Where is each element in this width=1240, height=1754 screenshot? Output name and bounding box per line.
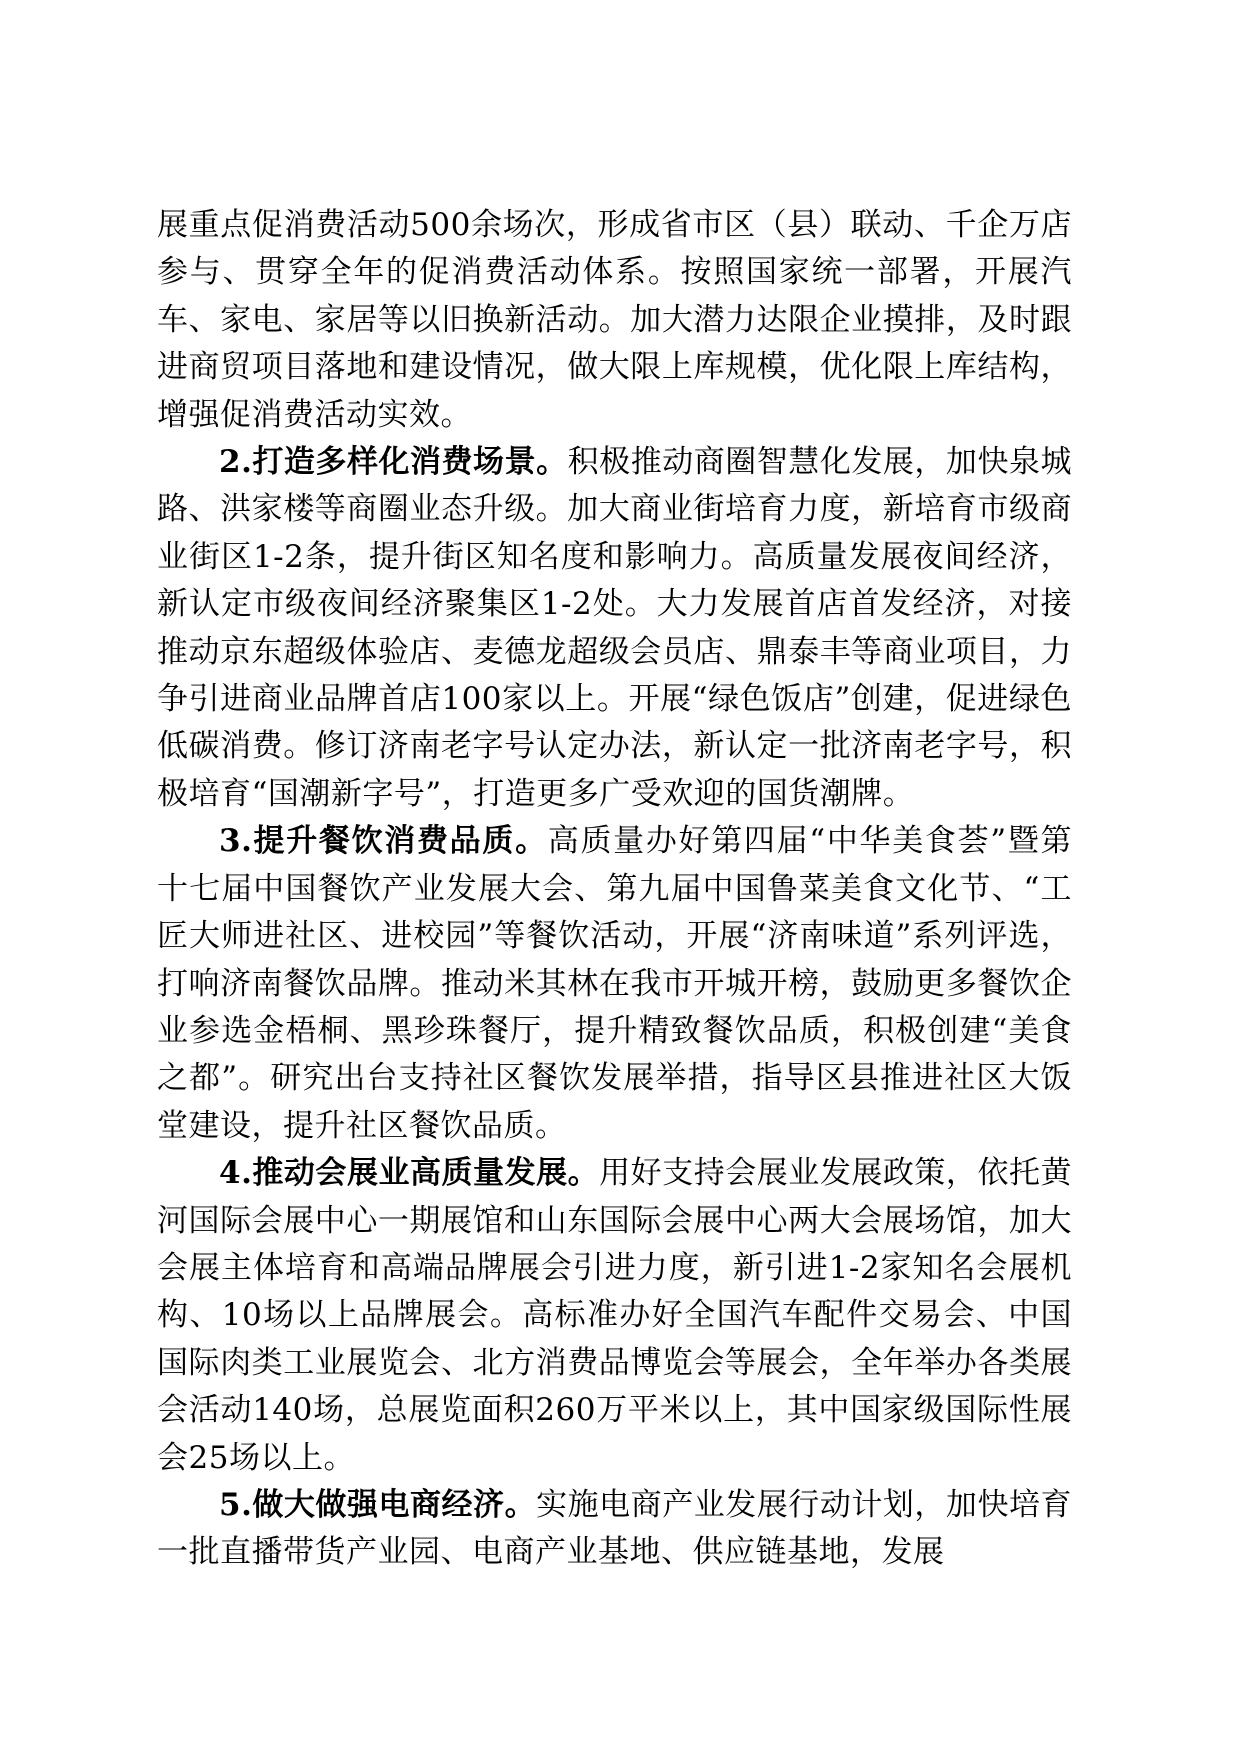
paragraph-heading: 2.打造多样化消费场景。 (219, 444, 568, 481)
paragraph-catering-quality (157, 818, 1072, 1150)
paragraph-ecommerce (157, 1482, 1072, 1577)
paragraph-heading: 3.提升餐饮消费品质。 (219, 823, 548, 860)
paragraph-text: 高质量办好第四届“中华美食荟”暨第十七届中国餐饮产业发展大会、第九届中国鲁菜美食文化节、“工匠大师进社区、进校园”等餐饮活动，开展“济南味道”系列评选，打响济南餐饮品牌。推动米其林在我市开城开榜，鼓励更多餐饮企业参选金梧桐、黑珍珠餐厅，提升精致餐饮品质，积极创建“美食之都”。研究出台支持社区餐饮发展举措，指导区县推进社区大饭堂建设，提升社区餐饮品质。 (157, 823, 1072, 1144)
paragraph-continuation (157, 202, 1072, 439)
paragraph-text: 实施电商产业发展行动计划，加快培育一批直播带货产业园、电商产业基地、供应链基地，发展 (157, 1486, 1072, 1571)
paragraph-text: 展重点促消费活动500余场次，形成省市区（县）联动、千企万店参与、贯穿全年的促消费活动体系。按照国家统一部署，开展汽车、家电、家居等以旧换新活动。加大潜力达限企业摸排，及时跟进商贸项目落地和建设情况，做大限上库规模，优化限上库结构，增强促消费活动实效。 (157, 207, 1072, 433)
paragraph-heading: 4.推动会展业高质量发展。 (219, 1155, 600, 1192)
paragraph-exhibition-industry (157, 1150, 1072, 1482)
paragraph-consumption-scenes (157, 439, 1072, 818)
paragraph-text: 积极推动商圈智慧化发展，加快泉城路、洪家楼等商圈业态升级。加大商业街培育力度，新培育市级商业街区1-2条，提升街区知名度和影响力。高质量发展夜间经济，新认定市级夜间经济聚集区1-2处。大力发展首店首发经济，对接推动京东超级体验店、麦德龙超级会员店、鼎泰丰等商业项目，力争引进商业品牌首店100家以上。开展“绿色饭店”创建，促进绿色低碳消费。修订济南老字号认定办法，新认定一批济南老字号，积极培育“国潮新字号”，打造更多广受欢迎的国货潮牌。 (157, 444, 1072, 812)
document-body (157, 202, 1072, 1577)
paragraph-heading: 5.做大做强电商经济。 (219, 1486, 537, 1523)
paragraph-text: 用好支持会展业发展政策，依托黄河国际会展中心一期展馆和山东国际会展中心两大会展场馆，加大会展主体培育和高端品牌展会引进力度，新引进1-2家知名会展机构、10场以上品牌展会。高标准办好全国汽车配件交易会、中国国际肉类工业展览会、北方消费品博览会等展会，全年举办各类展会活动140场，总展览面积260万平米以上，其中国家级国际性展会25场以上。 (157, 1155, 1072, 1476)
